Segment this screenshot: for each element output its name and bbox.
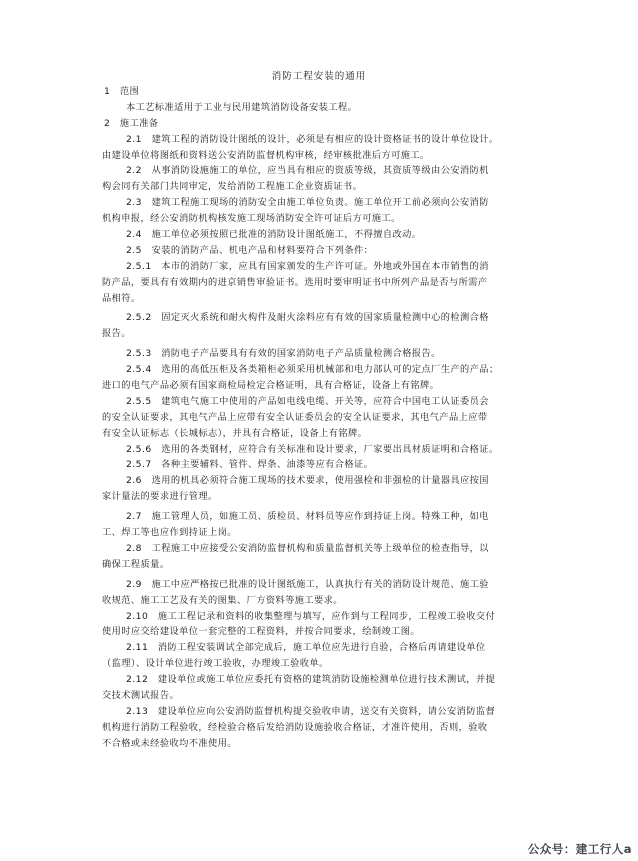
document-title: 消防工程安装的通用 [271, 71, 367, 82]
text-line: 2.3 建筑工程施工现场的消防安全由施工单位负责。施工单位开工前必须向公安消防 [126, 197, 489, 209]
text-line: 2.4 施工单位必须按照已批准的消防设计图纸施工，不得擅自改动。 [126, 229, 422, 241]
text-line: 2.5 安装的消防产品、机电产品和材料要符合下列条件： [126, 244, 374, 256]
text-line: 报告。 [102, 328, 131, 340]
text-line: 收规范、施工工艺及有关的图集、厂方资料等施工要求。 [102, 594, 343, 606]
text-line: 2.5.7 各种主要辅料、管件、焊条、油漆等应有合格证。 [126, 459, 374, 471]
text-line: 进口的电气产品必须有国家商检局检定合格证明，具有合格证，设备上有铭牌。 [102, 380, 440, 392]
text-line: 2.5.4 选用的高低压柜及各类箱柜必须采用机械部和电力部认可的定点厂生产的产品； [126, 364, 499, 376]
text-line: 机构申报，经公安消防机构核发施工现场消防安全许可证后方可施工。 [102, 213, 401, 225]
text-line: 防产品，要具有有效期内的进京销售审验证书。选用时要审明证书中所列产品是否与所需产 [102, 276, 488, 288]
text-line: 2.13 建设单位应向公安消防监督机构提交验收申请，送交有关资料，请公安消防监督 [126, 705, 496, 717]
text-line: 使用时应交给建设单位一套完整的工程资料，并按合同要求，绘制竣工图。 [102, 626, 421, 638]
text-line: 2.5.3 消防电子产品要具有有效的国家消防电子产品质量检测合格报告。 [126, 348, 441, 360]
text-line: 2.7 施工管理人员，如施工员、质检员、材料员等应作到持证上岗。特殊工种，如电 [126, 511, 489, 523]
text-line: 由建设单位将图纸和资料送公安消防监督机构审核，经审核批准后方可施工。 [102, 149, 430, 161]
text-line: 不合格或未经验收均不准使用。 [102, 737, 237, 749]
text-line: 2.6 选用的机具必须符合施工现场的技术要求，使用强检和非强检的计量器具应按国 [126, 475, 489, 487]
text-line: 家计量法的要求进行管理。 [102, 491, 218, 503]
text-line: 2.8 工程施工中应接受公安消防监督机构和质量监督机关等上级单位的检查指导，以 [126, 542, 489, 554]
text-line: 本工艺标准适用于工业与民用建筑消防设备安装工程。 [126, 101, 358, 113]
text-line: 2.11 消防工程安装调试全部完成后，施工单位应先进行自验，合格后再请建设单位 [126, 642, 486, 654]
text-line: 构会同有关部门共同审定，发给消防工程施工企业资质证书。 [102, 181, 363, 193]
text-line: 有安全认证标志（长城标志），并具有合格证，设备上有铭牌。 [102, 427, 368, 439]
text-line: 2.1 建筑工程的消防设计图纸的设计，必须是有相应的设计资格证书的设计单位设计。 [126, 133, 499, 145]
text-line: 2.12 建设单位或施工单位应委托有资格的建筑消防设施检测单位进行技术测试，并提 [126, 674, 496, 686]
text-line: 机构进行消防工程验收，经检验合格后发给消防设施验收合格证，才准许使用，否则，验收 [102, 721, 488, 733]
text-line: 品相符。 [102, 292, 141, 304]
text-line: 2.5.2 固定灭火系统和耐火构件及耐火涂料应有有效的国家质量检测中心的检测合格 [126, 312, 489, 324]
text-line: 2.2 从事消防设施施工的单位，应当具有相应的资质等级，其资质等级由公安消防机 [126, 165, 489, 177]
text-line: 的安全认证要求，其电气产品上应带有安全认证委员会的安全认证要求，其电气产品上应带 [102, 411, 488, 423]
text-line: 交技术测试报告。 [102, 689, 180, 701]
text-line: 2.5.5 建筑电气施工中使用的产品如电线电缆、开关等，应符合中国电工认证委员会 [126, 395, 489, 407]
text-line: 2.10 施工工程记录和资料的收集整理与填写，应作到与工程同步，工程竣工验收交付 [126, 610, 496, 622]
text-line: 工、焊工等也应作到持证上岗。 [102, 527, 237, 539]
section-heading: 1 范围 [104, 86, 140, 97]
text-line: （监理）、设计单位进行竣工验收，办理竣工验收单。 [102, 658, 329, 670]
watermark: 公众号：建工行人a [527, 842, 632, 856]
text-line: 确保工程质量。 [102, 558, 170, 570]
section-heading: 2 施工准备 [104, 117, 159, 129]
text-line: 2.5.1 本市的消防厂家，应具有国家颁发的生产许可证。外地或外国在本市销售的消 [126, 260, 489, 272]
text-line: 2.5.6 选用的各类钢材，应符合有关标准和设计要求，厂家要出具材质证明和合格证。 [126, 443, 499, 455]
text-line: 2.9 施工中应严格按已批准的设计图纸施工，认真执行有关的消防设计规范、施工验 [126, 578, 489, 590]
document-body [102, 84, 562, 752]
